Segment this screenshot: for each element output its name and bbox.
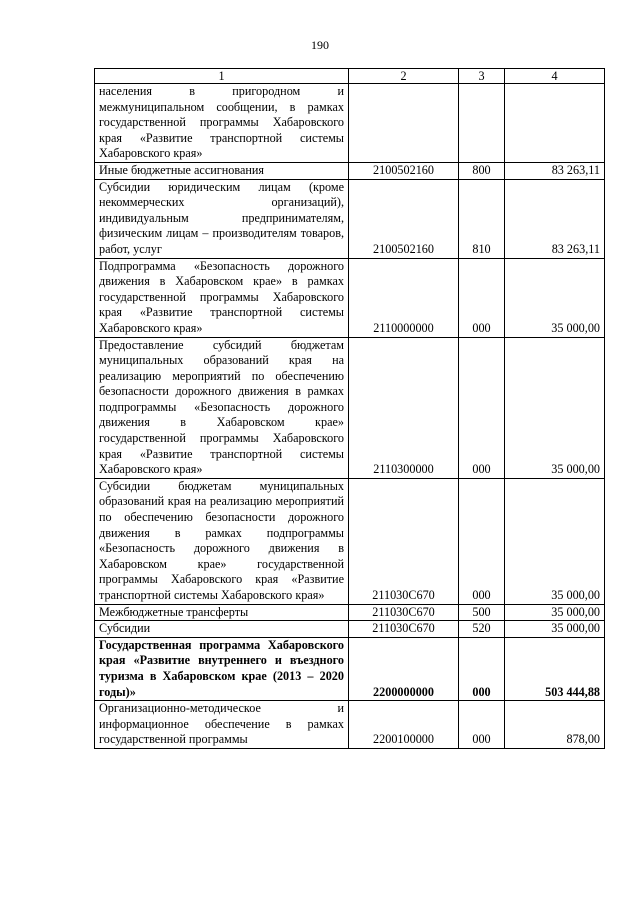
row-description: населения в пригородном и межмуниципальном сообщении, в рамках государственной программы Хабаровского края «Развитие транспортной системы Хабаровского края» <box>95 84 349 163</box>
header-col-3: 3 <box>459 69 505 84</box>
table-row <box>95 84 605 163</box>
row-amount: 83 263,11 <box>505 179 605 258</box>
header-col-4: 4 <box>505 69 605 84</box>
table-row <box>95 621 605 638</box>
row-amount: 35 000,00 <box>505 337 605 478</box>
row-expense-type: 500 <box>459 604 505 621</box>
row-description: Межбюджетные трансферты <box>95 604 349 621</box>
table-row <box>95 162 605 179</box>
row-expense-type: 520 <box>459 621 505 638</box>
table-row <box>95 637 605 700</box>
row-description: Подпрограмма «Безопасность дорожного движения в Хабаровском крае» в рамках государственной программы Хабаровского края «Развитие транспортной системы Хабаровского края» <box>95 258 349 337</box>
row-description: Иные бюджетные ассигнования <box>95 162 349 179</box>
row-amount: 83 263,11 <box>505 162 605 179</box>
row-target-code: 211030С670 <box>349 621 459 638</box>
header-col-2: 2 <box>349 69 459 84</box>
header-col-1: 1 <box>95 69 349 84</box>
row-amount: 503 444,88 <box>505 637 605 700</box>
row-target-code: 2200100000 <box>349 701 459 749</box>
table-row <box>95 478 605 604</box>
row-target-code: 2110000000 <box>349 258 459 337</box>
row-expense-type: 800 <box>459 162 505 179</box>
table-row <box>95 604 605 621</box>
row-amount: 878,00 <box>505 701 605 749</box>
row-target-code <box>349 84 459 163</box>
table-row <box>95 337 605 478</box>
table-row <box>95 258 605 337</box>
row-expense-type: 000 <box>459 478 505 604</box>
row-description: Субсидии бюджетам муниципальных образований края на реализацию мероприятий по обеспечению безопасности дорожного движения в рамках подпрограммы «Безопасность дорожного движения в Хабаровском крае» государственной программы Хабаровского края «Развитие транспортной системы Хабаровского края» <box>95 478 349 604</box>
row-amount <box>505 84 605 163</box>
row-expense-type <box>459 84 505 163</box>
row-target-code: 2200000000 <box>349 637 459 700</box>
row-amount: 35 000,00 <box>505 258 605 337</box>
row-description: Государственная программа Хабаровского края «Развитие внутреннего и въездного туризма в Хабаровском крае (2013 – 2020 годы)» <box>95 637 349 700</box>
row-expense-type: 810 <box>459 179 505 258</box>
table-row <box>95 179 605 258</box>
row-expense-type: 000 <box>459 337 505 478</box>
page-number: 190 <box>311 38 329 52</box>
row-expense-type: 000 <box>459 637 505 700</box>
row-target-code: 2100502160 <box>349 162 459 179</box>
budget-table <box>94 68 605 749</box>
row-description: Субсидии <box>95 621 349 638</box>
row-target-code: 211030С670 <box>349 604 459 621</box>
row-amount: 35 000,00 <box>505 621 605 638</box>
table-header-row <box>95 69 605 84</box>
row-description: Организационно-методическое и информационное обеспечение в рамках государственной программы <box>95 701 349 749</box>
row-target-code: 211030С670 <box>349 478 459 604</box>
row-amount: 35 000,00 <box>505 478 605 604</box>
table-row <box>95 701 605 749</box>
row-target-code: 2100502160 <box>349 179 459 258</box>
row-target-code: 2110300000 <box>349 337 459 478</box>
row-description: Предоставление субсидий бюджетам муниципальных образований края на реализацию мероприятий по обеспечению безопасности дорожного движения в рамках подпрограммы «Безопасность дорожного движения в Хабаровском крае» государственной программы Хабаровского края «Развитие транспортной системы Хабаровского края» <box>95 337 349 478</box>
row-description: Субсидии юридическим лицам (кроме некоммерческих организаций), индивидуальным предпринимателям, физическим лицам – производителям товаров, работ, услуг <box>95 179 349 258</box>
row-expense-type: 000 <box>459 701 505 749</box>
row-amount: 35 000,00 <box>505 604 605 621</box>
row-expense-type: 000 <box>459 258 505 337</box>
